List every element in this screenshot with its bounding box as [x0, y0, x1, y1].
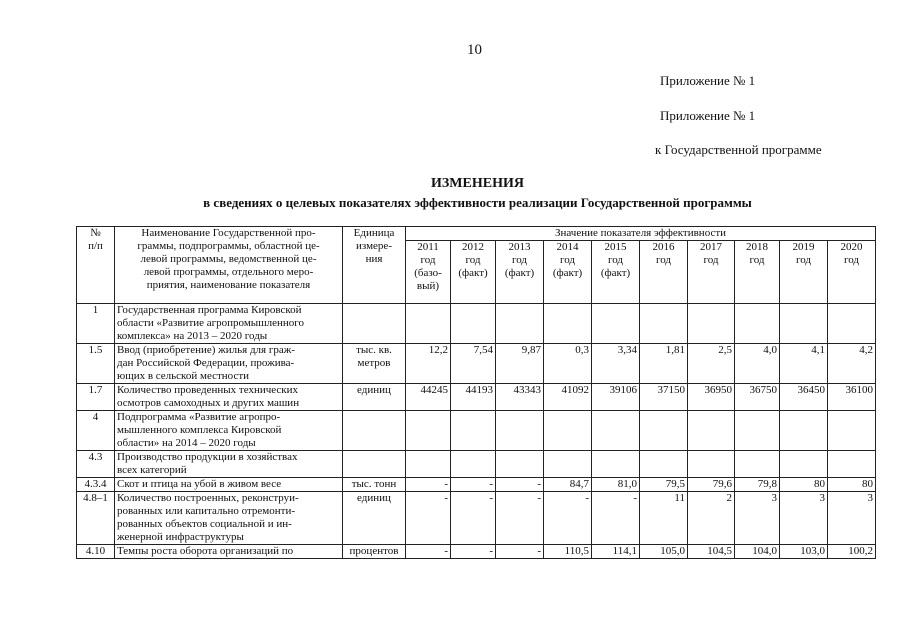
row-value: 2	[688, 492, 735, 545]
row-value	[735, 411, 780, 451]
row-value: -	[496, 478, 544, 492]
row-value: -	[496, 492, 544, 545]
row-value: 3	[828, 492, 876, 545]
row-value	[451, 411, 496, 451]
row-value: 103,0	[780, 545, 828, 559]
row-value: -	[451, 492, 496, 545]
header-year: 2013 год (факт)	[496, 241, 544, 304]
row-value	[496, 411, 544, 451]
row-value	[688, 304, 735, 344]
row-value	[451, 304, 496, 344]
row-value	[451, 451, 496, 478]
header-year: 2020 год	[828, 241, 876, 304]
row-value: -	[451, 545, 496, 559]
row-value	[496, 304, 544, 344]
row-value: 104,5	[688, 545, 735, 559]
row-value: -	[451, 478, 496, 492]
row-value	[735, 451, 780, 478]
row-value	[406, 411, 451, 451]
row-name: Государственная программа Кировской области «Развитие агропромышленного комплекса» на 2013 – 2020 годы	[115, 304, 343, 344]
row-value: 3,34	[592, 344, 640, 384]
appendix-line-3: к Государственной программе	[655, 142, 822, 157]
row-value: -	[592, 492, 640, 545]
row-value: 4,2	[828, 344, 876, 384]
row-value: 36450	[780, 384, 828, 411]
row-value: 79,6	[688, 478, 735, 492]
row-value: 9,87	[496, 344, 544, 384]
row-number: 1.5	[77, 344, 115, 384]
row-unit	[343, 304, 406, 344]
row-value: -	[544, 492, 592, 545]
row-value	[640, 451, 688, 478]
row-number: 4.3.4	[77, 478, 115, 492]
table-row	[77, 384, 876, 411]
row-name: Производство продукции в хозяйствах всех категорий	[115, 451, 343, 478]
row-value	[780, 304, 828, 344]
table-row	[77, 492, 876, 545]
row-name: Подпрограмма «Развитие агропро- мышленного комплекса Кировской области» на 2014 – 2020 годы	[115, 411, 343, 451]
row-value: -	[496, 545, 544, 559]
row-value: 4,1	[780, 344, 828, 384]
row-unit: тыс. тонн	[343, 478, 406, 492]
row-number: 4.10	[77, 545, 115, 559]
table-row	[77, 344, 876, 384]
header-year: 2016 год	[640, 241, 688, 304]
row-value: -	[406, 478, 451, 492]
row-value: 80	[828, 478, 876, 492]
header-values-title: Значение показателя эффективности	[406, 227, 876, 241]
row-value: 80	[780, 478, 828, 492]
row-value	[640, 304, 688, 344]
indicators-table	[76, 226, 876, 559]
row-number: 1.7	[77, 384, 115, 411]
row-name: Скот и птица на убой в живом весе	[115, 478, 343, 492]
header-year: 2015 год (факт)	[592, 241, 640, 304]
document-subtitle: в сведениях о целевых показателях эффективности реализации Государственной программы	[203, 195, 752, 210]
row-value: 7,54	[451, 344, 496, 384]
row-value: 84,7	[544, 478, 592, 492]
row-number: 4.3	[77, 451, 115, 478]
row-value	[780, 411, 828, 451]
row-value	[735, 304, 780, 344]
row-unit: процентов	[343, 545, 406, 559]
header-year: 2011 год (базо- вый)	[406, 241, 451, 304]
row-value: 4,0	[735, 344, 780, 384]
row-value: 37150	[640, 384, 688, 411]
row-value: 1,81	[640, 344, 688, 384]
table-row	[77, 304, 876, 344]
row-number: 1	[77, 304, 115, 344]
row-value: 44193	[451, 384, 496, 411]
row-value: 39106	[592, 384, 640, 411]
row-value: 110,5	[544, 545, 592, 559]
row-value: 12,2	[406, 344, 451, 384]
row-value: 79,5	[640, 478, 688, 492]
row-value	[828, 411, 876, 451]
row-value: 44245	[406, 384, 451, 411]
row-value	[688, 411, 735, 451]
row-value: 3	[735, 492, 780, 545]
row-value: 43343	[496, 384, 544, 411]
row-value	[592, 411, 640, 451]
row-unit: единиц	[343, 492, 406, 545]
table-row	[77, 545, 876, 559]
row-value	[496, 451, 544, 478]
row-value	[688, 451, 735, 478]
row-unit	[343, 451, 406, 478]
row-name: Ввод (приобретение) жилья для граж- дан Российской Федерации, прожива- ющих в сельской местности	[115, 344, 343, 384]
row-value	[544, 451, 592, 478]
header-year: 2019 год	[780, 241, 828, 304]
row-value	[780, 451, 828, 478]
table-row	[77, 451, 876, 478]
page-number: 10	[467, 42, 482, 58]
row-value: 41092	[544, 384, 592, 411]
row-unit	[343, 411, 406, 451]
row-value	[640, 411, 688, 451]
row-name: Количество проведенных технических осмотров самоходных и других машин	[115, 384, 343, 411]
header-num: № п/п	[77, 227, 115, 304]
document-title: ИЗМЕНЕНИЯ	[431, 176, 524, 191]
row-value: 36750	[735, 384, 780, 411]
row-number: 4	[77, 411, 115, 451]
row-value: 11	[640, 492, 688, 545]
row-value	[828, 304, 876, 344]
appendix-line-2: Приложение № 1	[660, 108, 756, 123]
row-value: 36100	[828, 384, 876, 411]
row-value: 79,8	[735, 478, 780, 492]
appendix-line-1: Приложение № 1	[660, 73, 756, 88]
row-unit: единиц	[343, 384, 406, 411]
table-row	[77, 478, 876, 492]
row-unit: тыс. кв. метров	[343, 344, 406, 384]
header-year: 2017 год	[688, 241, 735, 304]
row-value	[592, 304, 640, 344]
row-value	[828, 451, 876, 478]
row-value: 2,5	[688, 344, 735, 384]
header-year: 2012 год (факт)	[451, 241, 496, 304]
header-unit: Единица измере- ния	[343, 227, 406, 304]
row-value	[592, 451, 640, 478]
row-value: -	[406, 492, 451, 545]
row-value: 104,0	[735, 545, 780, 559]
row-value: 3	[780, 492, 828, 545]
row-value: 105,0	[640, 545, 688, 559]
row-value: 114,1	[592, 545, 640, 559]
header-name: Наименование Государственной про- граммы, подпрограммы, областной це- левой программы, ведомственной це- левой программы, отдельного меро- приятия, наименование показателя	[115, 227, 343, 304]
header-year: 2014 год (факт)	[544, 241, 592, 304]
row-value: -	[406, 545, 451, 559]
row-value	[544, 304, 592, 344]
table-row	[77, 411, 876, 451]
row-name: Количество построенных, реконструи- рованных или капитально отремонти- рованных объектов социальной и ин- женерной инфраструктуры	[115, 492, 343, 545]
row-value	[406, 304, 451, 344]
row-value: 100,2	[828, 545, 876, 559]
row-value	[544, 411, 592, 451]
header-year: 2018 год	[735, 241, 780, 304]
row-value: 81,0	[592, 478, 640, 492]
row-value: 36950	[688, 384, 735, 411]
row-value	[406, 451, 451, 478]
row-value: 0,3	[544, 344, 592, 384]
row-name: Темпы роста оборота организаций по	[115, 545, 343, 559]
row-number: 4.8–1	[77, 492, 115, 545]
